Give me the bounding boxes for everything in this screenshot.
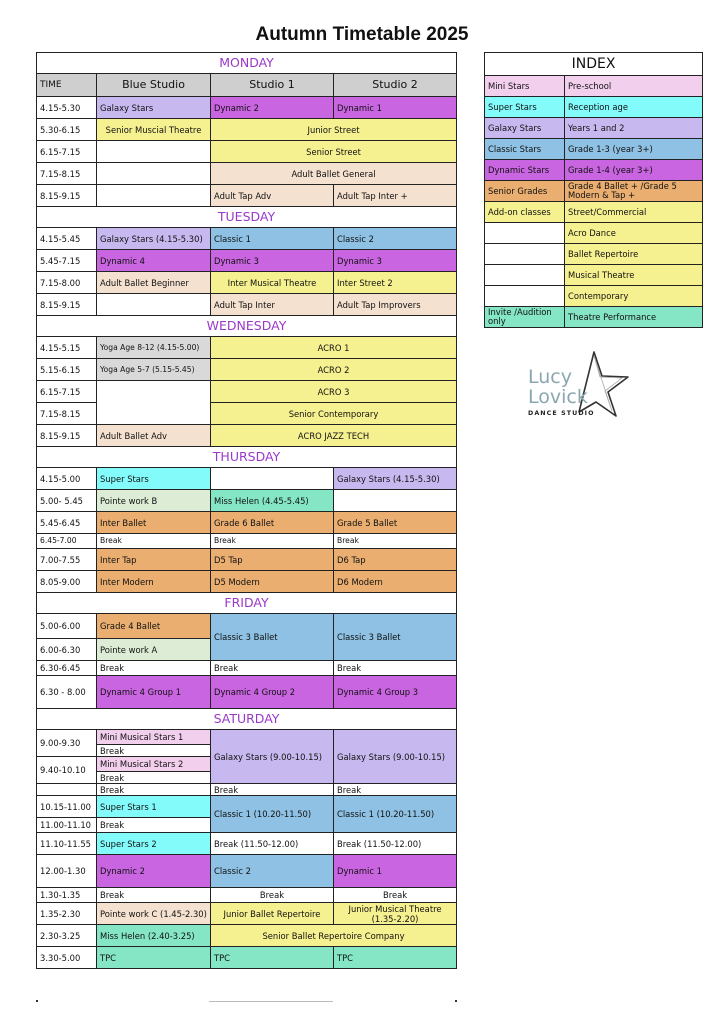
class-cell: Dynamic 1 [334,855,457,888]
class-cell: Dynamic 3 [211,250,334,272]
time-cell: 4.15-5.15 [37,337,97,359]
time-cell: 7.15-8.15 [37,163,97,185]
class-cell: Miss Helen (4.45-5.45) [211,490,334,512]
class-cell: Inter Musical Theatre [211,272,334,294]
index-key: Classic Stars [485,139,565,160]
index-row [485,223,703,244]
class-cell: ACRO JAZZ TECH [211,425,457,447]
break-cell: Break [334,888,457,903]
break-cell: Break [97,784,211,796]
break-cell: Break [97,534,211,549]
time-cell: 2.30-3.25 [37,925,97,947]
index-value: Theatre Performance [565,307,703,328]
time-cell: 10.15-11.00 [37,796,97,818]
table-row [37,425,457,447]
studio-logo [522,350,634,428]
time-cell: 1.30-1.35 [37,888,97,903]
class-cell: Adult Tap Inter [211,294,334,316]
class-cell: Senior Ballet Repertoire Company [211,925,457,947]
table-row [37,228,457,250]
index-row [485,97,703,118]
time-cell: 4.15-5.45 [37,228,97,250]
table-row [37,141,457,163]
index-value: Grade 1-3 (year 3+) [565,139,703,160]
time-cell: 1.35-2.30 [37,903,97,925]
time-cell: 5.00- 5.45 [37,490,97,512]
logo-tagline: DANCE STUDIO [528,410,595,417]
time-cell: 6.00-6.30 [37,639,97,661]
class-cell: Galaxy Stars (4.15-5.30) [334,468,457,490]
class-cell: Inter Street 2 [334,272,457,294]
class-cell: Adult Tap Adv [211,185,334,207]
break-cell: Break [211,534,334,549]
index-key [485,223,565,244]
class-cell: Miss Helen (2.40-3.25) [97,925,211,947]
break-cell: Break [334,534,457,549]
index-key: Senior Grades [485,181,565,202]
index-value: Grade 4 Ballet + /Grade 5 Modern & Tap + [565,181,703,202]
class-cell: Adult Tap Improvers [334,294,457,316]
class-cell: Junior Street [211,119,457,141]
index-value: Grade 1-4 (year 3+) [565,160,703,181]
class-cell: Junior Musical Theatre (1.35-2.20) [334,903,457,925]
class-cell: Dynamic 2 [97,855,211,888]
index-value: Contemporary [565,286,703,307]
class-cell: Pointe work A [97,639,211,661]
class-cell: Galaxy Stars (9.00-10.15) [211,730,334,784]
time-cell: 8.15-9.15 [37,425,97,447]
time-cell: 9.00-9.30 [37,730,97,757]
index-value: Acro Dance [565,223,703,244]
class-cell: Mini Musical Stars 1 [97,730,211,745]
class-cell: ACRO 2 [211,359,457,381]
empty-cell [211,468,334,490]
time-cell: 12.00-1.30 [37,855,97,888]
class-cell: Classic 2 [334,228,457,250]
class-cell: Classic 3 Ballet [334,614,457,661]
logo-line-1: Lucy [528,366,572,388]
class-cell: Senior Street [211,141,457,163]
footer-dot [36,1000,38,1002]
index-value: Pre-school [565,76,703,97]
time-cell: 3.30-5.00 [37,947,97,969]
class-cell: Dynamic 4 Group 3 [334,676,457,709]
class-cell: TPC [97,947,211,969]
break-cell: Break [334,661,457,676]
day-heading-monday: MONDAY [37,53,457,74]
index-value: Street/Commercial [565,202,703,223]
time-cell: 7.15-8.15 [37,403,97,425]
class-cell: Senior Muscial Theatre [97,119,211,141]
page-title: Autumn Timetable 2025 [255,24,469,45]
index-value: Reception age [565,97,703,118]
class-cell: Classic 1 [211,228,334,250]
table-row [37,534,457,549]
table-row [37,512,457,534]
class-cell: Dynamic 1 [334,97,457,119]
index-row [485,181,703,202]
time-cell: 6.15-7.15 [37,141,97,163]
time-cell: 6.45-7.00 [37,534,97,549]
class-cell: Galaxy Stars (4.15-5.30) [97,228,211,250]
index-row [485,202,703,223]
class-cell: Adult Tap Inter + [334,185,457,207]
break-cell: Break [211,784,334,796]
class-cell: Inter Tap [97,549,211,571]
table-row [37,468,457,490]
class-cell: Inter Ballet [97,512,211,534]
class-cell: Classic 2 [211,855,334,888]
class-cell: ACRO 1 [211,337,457,359]
index-title: INDEX [485,53,703,76]
class-cell: Pointe work C (1.45-2.30) [97,903,211,925]
table-row [37,833,457,855]
class-cell: Dynamic 2 [211,97,334,119]
day-heading-wednesday: WEDNESDAY [37,316,457,337]
table-row [37,119,457,141]
index-row [485,307,703,328]
time-cell: 8.05-9.00 [37,571,97,593]
table-row [37,888,457,903]
table-row [37,796,457,818]
timetable [36,52,457,969]
class-cell: D5 Tap [211,549,334,571]
table-row [37,490,457,512]
time-cell: 6.15-7.15 [37,381,97,403]
index-row [485,265,703,286]
empty-cell [97,294,211,316]
footer-rule [209,1001,333,1002]
empty-cell [97,163,211,185]
break-cell: Break (11.50-12.00) [211,833,334,855]
day-heading-thursday: THURSDAY [37,447,457,468]
table-row [37,97,457,119]
index-row [485,244,703,265]
index-key [485,244,565,265]
time-cell: 5.45-7.15 [37,250,97,272]
class-cell: Classic 3 Ballet [211,614,334,661]
table-row [37,359,457,381]
index-row [485,160,703,181]
class-cell: Adult Ballet General [211,163,457,185]
time-cell: 5.45-6.45 [37,512,97,534]
class-cell: D5 Modern [211,571,334,593]
class-cell: Dynamic 4 [97,250,211,272]
class-cell: TPC [334,947,457,969]
class-cell: Senior Contemporary [211,403,457,425]
index-key: Mini Stars [485,76,565,97]
time-cell: 7.00-7.55 [37,549,97,571]
day-heading-friday: FRIDAY [37,593,457,614]
class-cell: Adult Ballet Adv [97,425,211,447]
table-row [37,337,457,359]
break-cell: Break [211,661,334,676]
table-row [37,947,457,969]
break-cell: Break [211,888,334,903]
table-row [37,250,457,272]
table-row [37,676,457,709]
class-cell: D6 Modern [334,571,457,593]
class-cell: Classic 1 (10.20-11.50) [211,796,334,833]
table-row [37,925,457,947]
class-cell: Adult Ballet Beginner [97,272,211,294]
index-value: Ballet Repertoire [565,244,703,265]
class-cell: Classic 1 (10.20-11.50) [334,796,457,833]
break-cell: Break [97,661,211,676]
table-row [37,549,457,571]
time-cell: 8.15-9.15 [37,294,97,316]
index-key [485,286,565,307]
logo-line-2: Lovick [528,386,588,408]
index-value: Years 1 and 2 [565,118,703,139]
class-cell: Super Stars 2 [97,833,211,855]
class-cell: Junior Ballet Repertoire [211,903,334,925]
day-heading-tuesday: TUESDAY [37,207,457,228]
table-row [37,294,457,316]
time-cell: 5.30-6.15 [37,119,97,141]
time-cell: 9.40-10.10 [37,757,97,784]
index-key: Galaxy Stars [485,118,565,139]
index-key: Invite /Audition only [485,307,565,328]
empty-cell [97,381,211,425]
table-row [37,784,457,796]
time-cell: 11.00-11.10 [37,818,97,833]
class-cell: Yoga Age 8-12 (4.15-5.00) [97,337,211,359]
table-row [37,661,457,676]
break-cell: Break [97,772,211,784]
column-header-blue-studio: Blue Studio [97,74,211,97]
footer-dot [455,1000,457,1002]
table-row [37,381,457,403]
time-cell: 6.30-6.45 [37,661,97,676]
time-cell: 4.15-5.30 [37,97,97,119]
class-cell: D6 Tap [334,549,457,571]
table-row [37,272,457,294]
time-cell: 5.15-6.15 [37,359,97,381]
index-key: Add-on classes [485,202,565,223]
table-row [37,163,457,185]
class-cell: Grade 6 Ballet [211,512,334,534]
class-cell: Dynamic 3 [334,250,457,272]
class-cell: Super Stars [97,468,211,490]
empty-cell [97,141,211,163]
class-cell: Dynamic 4 Group 1 [97,676,211,709]
index-key [485,265,565,286]
index-value: Musical Theatre [565,265,703,286]
index-row [485,118,703,139]
index-key: Dynamic Stars [485,160,565,181]
class-cell: Grade 5 Ballet [334,512,457,534]
index-row [485,76,703,97]
index-key: Super Stars [485,97,565,118]
time-cell: 7.15-8.00 [37,272,97,294]
time-cell: 6.30 - 8.00 [37,676,97,709]
time-cell: 4.15-5.00 [37,468,97,490]
class-cell: Mini Musical Stars 2 [97,757,211,772]
class-cell: Grade 4 Ballet [97,614,211,639]
column-header-time: TIME [37,74,97,97]
break-cell: Break [97,818,211,833]
break-cell: Break [97,745,211,757]
index-table [484,52,703,328]
class-cell: Pointe work B [97,490,211,512]
empty-cell [334,490,457,512]
table-row [37,571,457,593]
class-cell: Super Stars 1 [97,796,211,818]
index-row [485,139,703,160]
class-cell: Galaxy Stars (9.00-10.15) [334,730,457,784]
table-row [37,730,457,745]
table-row [37,614,457,639]
time-cell: 5.00-6.00 [37,614,97,639]
day-heading-saturday: SATURDAY [37,709,457,730]
break-cell: Break (11.50-12.00) [334,833,457,855]
column-header-studio-1: Studio 1 [211,74,334,97]
time-cell: 8.15-9.15 [37,185,97,207]
index-row [485,286,703,307]
table-row [37,855,457,888]
class-cell: Galaxy Stars [97,97,211,119]
class-cell: ACRO 3 [211,381,457,403]
table-row [37,185,457,207]
break-cell: Break [97,888,211,903]
empty-cell [97,185,211,207]
class-cell: Yoga Age 5-7 (5.15-5.45) [97,359,211,381]
column-header-studio-2: Studio 2 [334,74,457,97]
time-cell: 11.10-11.55 [37,833,97,855]
class-cell: Dynamic 4 Group 2 [211,676,334,709]
table-row [37,903,457,925]
class-cell: TPC [211,947,334,969]
break-cell: Break [334,784,457,796]
class-cell: Inter Modern [97,571,211,593]
time-cell [37,784,97,796]
